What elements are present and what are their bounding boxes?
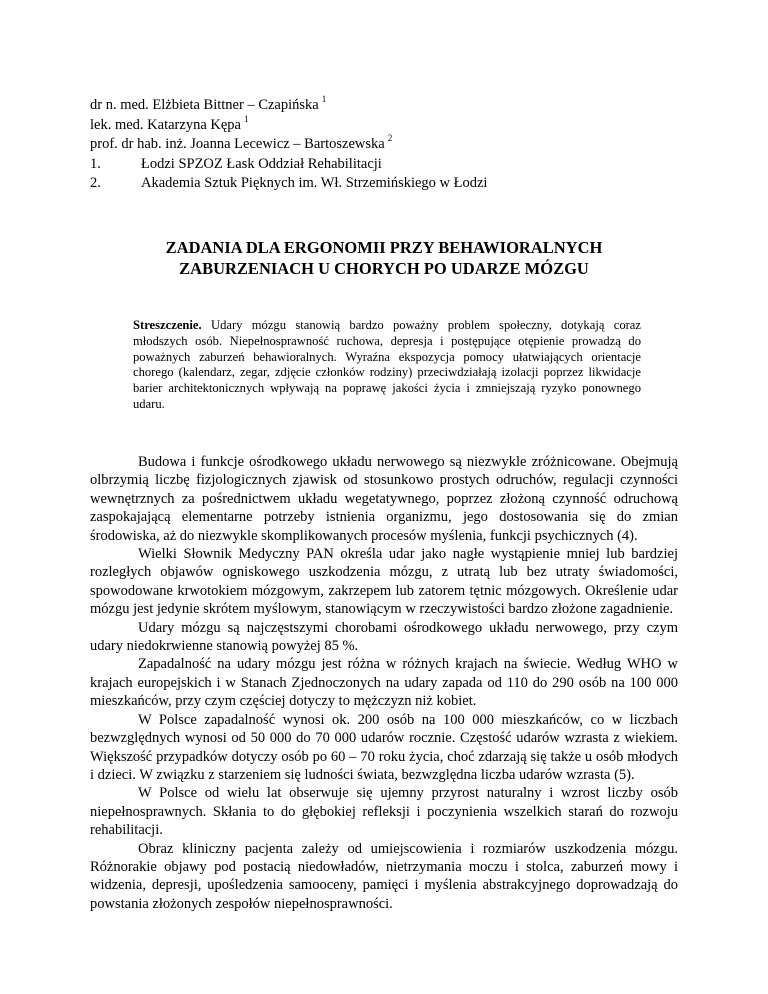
paragraph: Udary mózgu są najczęstszymi chorobami ośrodkowego układu nerwowego, przy czym udary niedokrwienne stanowią powyżej 85 %. — [90, 619, 678, 655]
title-line: ZADANIA DLA ERGONOMII PRZY BEHAWIORALNYCH — [165, 238, 603, 257]
paragraph: Budowa i funkcje ośrodkowego układu nerwowego są niezwykle zróżnicowane. Obejmują olbrzymią liczbę fizjologicznych zjawisk od stosunkowo prostych odruchów, regulacji czynności wewnętrznych za pośrednictwem układu wegetatywnego, poprzez złożoną czynność odruchową zaspokajającą elementarne potrzeby istnienia organizmu, jego dostosowania się do zmian środowiska, aż do niezwykle skomplikowanych procesów myślenia, funkcji psychicznych (4). — [90, 454, 678, 544]
paper-title — [90, 237, 678, 279]
author-block — [90, 96, 690, 194]
abstract — [133, 318, 641, 413]
paragraph: Obraz kliniczny pacjenta zależy od umiejscowienia i rozmiarów uszkodzenia mózgu. Różnorakie objawy pod postacią niedowładów, nietrzymania moczu i stolca, zaburzeń mowy i widzenia, depresji, upośledzenia samooceny, pamięci i myślenia abstrakcyjnego doprowadzają do powstania złożonych zespołów niepełnosprawności. — [90, 840, 678, 912]
abstract-label: Streszczenie. — [133, 318, 202, 332]
paragraph: Zapadalność na udary mózgu jest różna w różnych krajach na świecie. Według WHO w krajach europejskich i w Stanach Zjednoczonych na udary zapada od 110 do 290 osób na 100 000 mieszkańców, przy czym częściej dotyczy to mężczyzn niż kobiet. — [90, 656, 678, 710]
author-line: dr n. med. Elżbieta Bittner – Czapińska $^1$ — [90, 94, 327, 113]
affiliation-marker: 1 — [243, 113, 249, 124]
paragraph: Wielki Słownik Medyczny PAN określa udar jako nagłe wystąpienie mniej lub bardziej rozległych objawów ogniskowego uszkodzenia mózgu, z utratą lub bez utraty świadomości, spowodowane krwotokiem mózgowym, zakrzepem lub zatorem tętnic mózgowych. Określenie udar mózgu jest jedynie skrótem myślowym, stanowiącym w rzeczywistości bardzo złożone zagadnienie. — [90, 546, 678, 618]
title-line: ZABURZENIACH U CHORYCH PO UDARZE MÓZGU — [179, 259, 589, 278]
paragraph: W Polsce od wielu lat obserwuje się ujemny przyrost naturalny i wzrost liczby osób niepełnosprawnych. Skłania to do głębokiej refleksji i poczynienia wszelkich starań do rozwoju rehabilitacji. — [90, 785, 678, 839]
affiliation-text: Akademia Sztuk Pięknych im. Wł. Strzemińskiego w Łodzi — [141, 175, 488, 191]
body-text — [90, 453, 678, 913]
affiliation-number: 2. — [90, 175, 101, 191]
abstract-text: Udary mózgu stanowią bardzo poważny problem społeczny, dotykają coraz młodszych osób. Niepełnosprawność ruchowa, depresja i postępujące otępienie prowadzą do poważnych zaburzeń behawioralnych. Wyraźna ekspozycja pomocy ułatwiających orientacje chorego (kalendarz, zegar, zdjęcie członków rodziny) przeciwdziałają izolacji poprzez likwidacje barier architektonicznych wpływają na poprawę jakości życia i zmniejszają ryzyko ponownego udaru. — [133, 318, 641, 411]
affiliation-item — [90, 174, 690, 194]
affiliation-marker: 1 — [321, 94, 327, 104]
affiliation-text: Łodzi SPZOZ Łask Oddział Rehabilitacji — [141, 155, 382, 172]
affiliation-marker: 2 — [387, 133, 393, 143]
affiliation-number: 1. — [90, 155, 101, 172]
author-line: prof. dr hab. inż. Joanna Lecewicz – Bartoszewska $^2$ — [90, 133, 393, 152]
author-line: lek. med. Katarzyna Kępa $^1$ — [90, 113, 249, 133]
paragraph: W Polsce zapadalność wynosi ok. 200 osób na 100 000 mieszkańców, co w liczbach bezwzględnych wynosi od 50 000 do 70 000 udarów rocznie. Częstość udarów wzrasta z wiekiem. Większość przypadków dotyczy osób po 60 – 70 roku życia, choć zdarzają się także u osób młodych i dzieci. W związku z starzeniem się ludności świata, bezwzględna liczba udarów wzrasta (5). — [90, 711, 678, 783]
affiliation-item — [90, 155, 690, 175]
